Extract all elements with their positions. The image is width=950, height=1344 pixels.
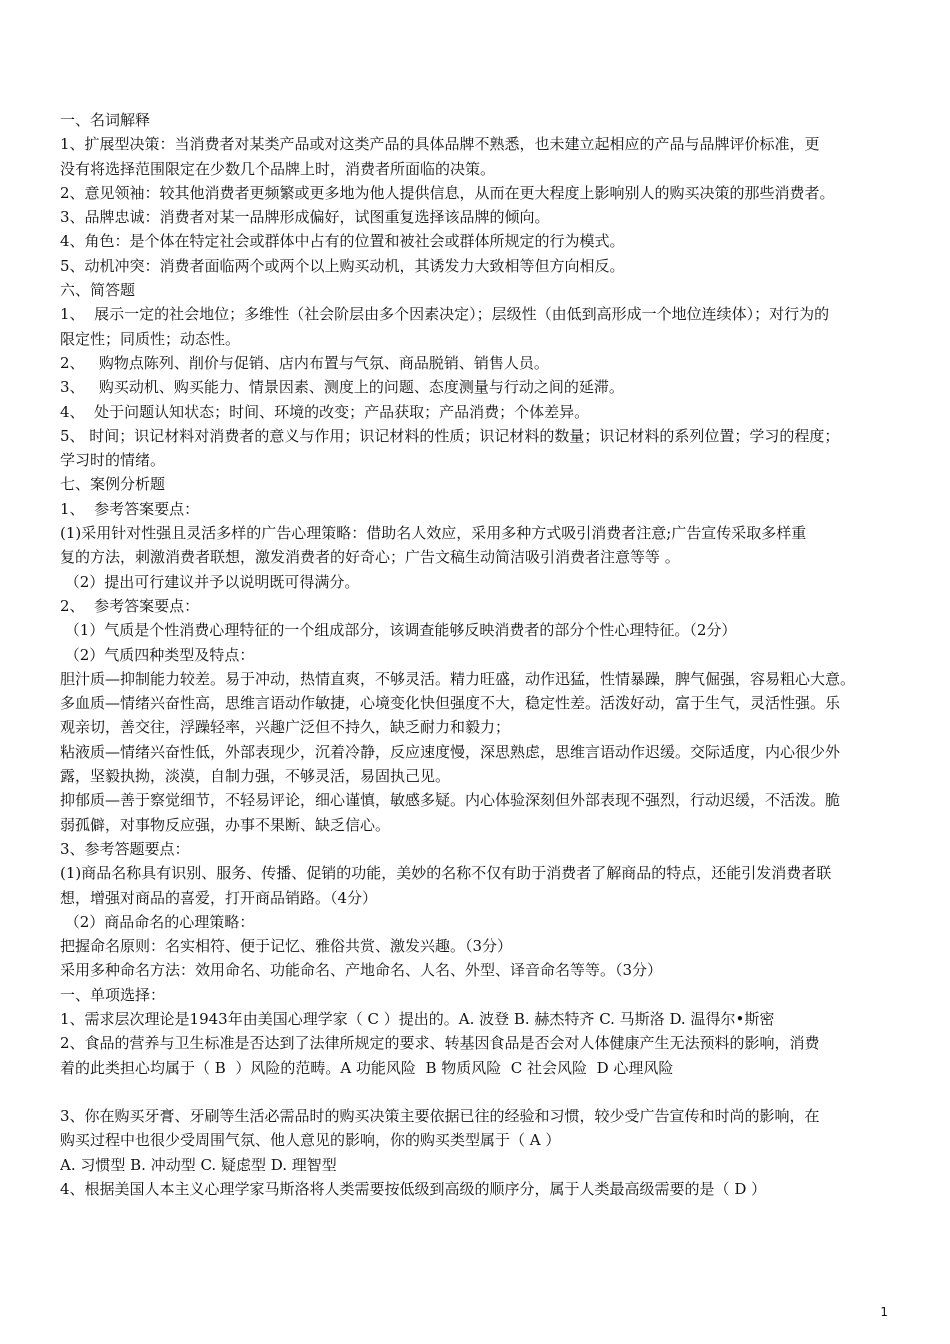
text-line: 3、品牌忠诚：消费者对某一品牌形成偏好，试图重复选择该品牌的倾向。 bbox=[60, 208, 550, 227]
text-line: 4、根据美国人本主义心理学家马斯洛将人类需要按低级到高级的顺序分，属于人类最高级需要的是（ D ） bbox=[60, 1180, 767, 1199]
text-line: 4、角色：是个体在特定社会或群体中占有的位置和被社会或群体所规定的行为模式。 bbox=[60, 232, 625, 251]
text-line: 5、动机冲突：消费者面临两个或两个以上购买动机，其诱发力大致相等但方向相反。 bbox=[60, 256, 625, 275]
text-line: 1、 参考答案要点： bbox=[60, 499, 200, 518]
document-body bbox=[60, 108, 900, 1201]
text-line: 2、意见领袖：较其他消费者更频繁或更多地为他人提供信息，从而在更大程度上影响别人的购买决策的那些消费者。 bbox=[60, 183, 835, 202]
text-line: 六、简答题 bbox=[60, 281, 136, 300]
text-line: 4、 处于问题认知状态；时间、环境的改变；产品获取；产品消费；个体差异。 bbox=[60, 402, 590, 421]
text-line: 3、参考答题要点： bbox=[60, 839, 190, 858]
text-line: 着的此类担心均属于（ B ）风险的范畴。A 功能风险 B 物质风险 C 社会风险 D 心理风险 bbox=[60, 1058, 674, 1077]
text-line: 5、 时间；识记材料对消费者的意义与作用；识记材料的性质；识记材料的数量；识记材料的系列位置；学习的程度； bbox=[60, 426, 840, 445]
text-line: 多血质—情绪兴奋性高，思维言语动作敏捷，心境变化快但强度不大，稳定性差。活泼好动，富于生气，灵活性强。乐 bbox=[60, 694, 841, 713]
text-line: 一、单项选择： bbox=[60, 985, 166, 1004]
text-line: 限定性；同质性；动态性。 bbox=[60, 329, 241, 348]
text-line: 观亲切，善交往，浮躁轻率，兴趣广泛但不持久，缺乏耐力和毅力； bbox=[60, 718, 511, 737]
text-line: （2）商品命名的心理策略： bbox=[60, 912, 255, 931]
text-line: 3、你在购买牙膏、牙刷等生活必需品时的购买决策主要依据已往的经验和习惯，较少受广告宣传和时尚的影响，在 bbox=[60, 1107, 820, 1126]
text-line: 胆汁质—抑制能力较差。易于冲动，热情直爽，不够灵活。精力旺盛，动作迅猛，性情暴躁，脾气倔强，容易粗心大意。 bbox=[60, 669, 856, 688]
text-line: 想，增强对商品的喜爱，打开商品销路。（4分） bbox=[60, 888, 378, 907]
text-line: 购买过程中也很少受周围气氛、他人意见的影响，你的购买类型属于（ A ） bbox=[60, 1131, 561, 1150]
text-line: （2）气质四种类型及特点： bbox=[60, 645, 255, 664]
text-line: 把握命名原则：名实相符、便于记忆、雅俗共赏、激发兴趣。（3分） bbox=[60, 937, 513, 956]
text-line bbox=[60, 1080, 900, 1104]
text-line: 露，坚毅执拗，淡漠，自制力强，不够灵活，易固执己见。 bbox=[60, 767, 451, 786]
text-line: (1)采用针对性强且灵活多样的广告心理策略：借助名人效应，采用多种方式吸引消费者注意;广告宣传采取多样重 bbox=[60, 524, 807, 543]
text-line: 1、需求层次理论是1943年由美国心理学家（ C ）提出的。A. 波登 B. 赫杰特齐 C. 马斯洛 D. 温得尔•斯密 bbox=[60, 1009, 775, 1028]
text-line: 弱孤僻，对事物反应强，办事不果断、缺乏信心。 bbox=[60, 815, 391, 834]
text-line: 复的方法，刺激消费者联想，激发消费者的好奇心；广告文稿生动简洁吸引消费者注意等等 。 bbox=[60, 548, 680, 567]
text-line: （2）提出可行建议并予以说明既可得满分。 bbox=[60, 572, 360, 591]
text-line: 1、扩展型决策：当消费者对某类产品或对这类产品的具体品牌不熟悉，也未建立起相应的产品与品牌评价标准，更 bbox=[60, 135, 820, 154]
text-line: 1、 展示一定的社会地位；多维性（社会阶层由多个因素决定）；层级性（由低到高形成一个地位连续体）；对行为的 bbox=[60, 305, 830, 324]
text-line: 粘液质—情绪兴奋性低，外部表现少，沉着冷静，反应速度慢，深思熟虑，思维言语动作迟缓。交际适度，内心很少外 bbox=[60, 742, 841, 761]
text-line: 一、名词解释 bbox=[60, 111, 151, 129]
text-line: 3、 购买动机、购买能力、情景因素、测度上的问题、态度测量与行动之间的延滞。 bbox=[60, 378, 624, 397]
text-line: 学习时的情绪。 bbox=[60, 451, 166, 470]
text-line: 2、食品的营养与卫生标准是否达到了法律所规定的要求、转基因食品是否会对人体健康产生无法预料的影响，消费 bbox=[60, 1034, 820, 1053]
text-line: (1)商品名称具有识别、服务、传播、促销的功能，美妙的名称不仅有助于消费者了解商品的特点，还能引发消费者联 bbox=[60, 864, 832, 883]
text-line: A. 习惯型 B. 冲动型 C. 疑虑型 D. 理智型 bbox=[60, 1155, 337, 1174]
text-line: 采用多种命名方法：效用命名、功能命名、产地命名、人名、外型、译音命名等等。（3分） bbox=[60, 961, 663, 980]
text-line: （1）气质是个性消费心理特征的一个组成部分，该调查能够反映消费者的部分个性心理特征。（2分） bbox=[60, 621, 737, 640]
page-number: 1 bbox=[880, 1305, 888, 1319]
text-line: 抑郁质—善于察觉细节，不轻易评论，细心谨慎，敏感多疑。内心体验深刻但外部表现不强烈，行动迟缓，不活泼。脆 bbox=[60, 791, 841, 810]
text-line: 2、 购物点陈列、削价与促销、店内布置与气氛、商品脱销、销售人员。 bbox=[60, 353, 549, 372]
text-line: 没有将选择范围限定在少数几个品牌上时，消费者所面临的决策。 bbox=[60, 159, 496, 178]
text-line: 2、 参考答案要点： bbox=[60, 596, 200, 615]
text-line: 七、案例分析题 bbox=[60, 475, 166, 494]
